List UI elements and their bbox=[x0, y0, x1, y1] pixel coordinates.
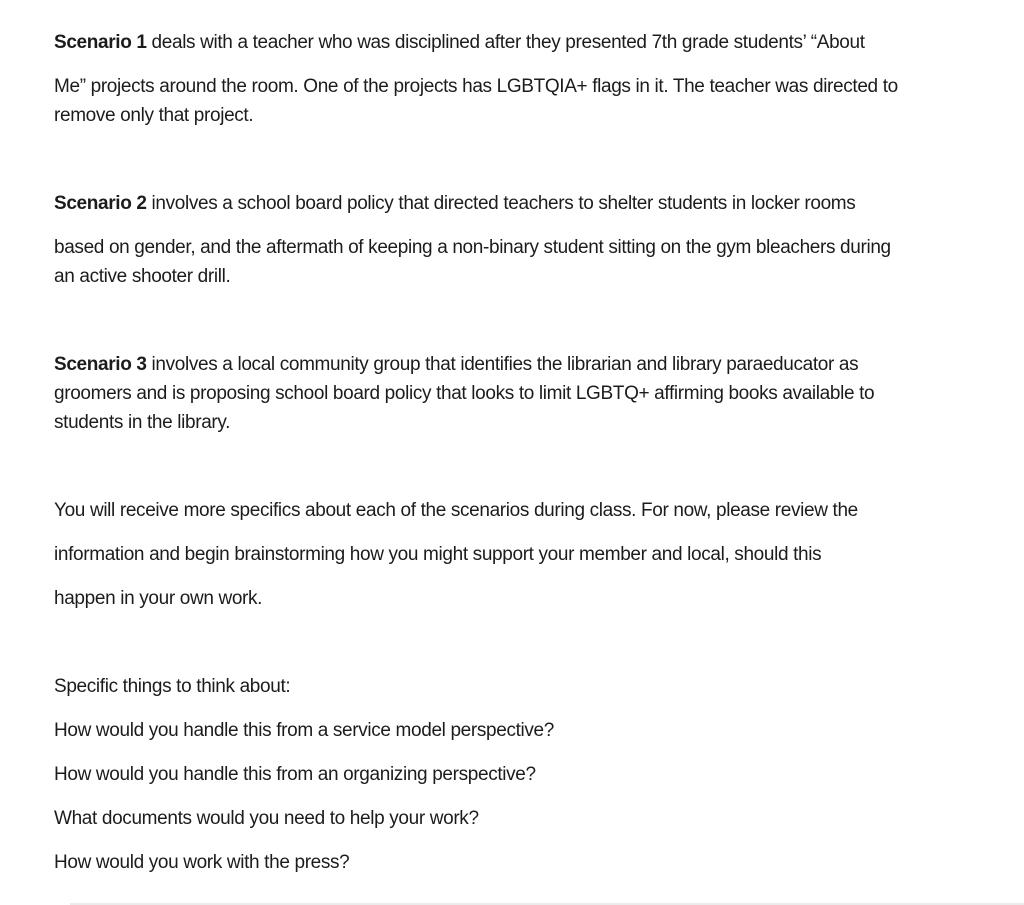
scenario-1-line-2-text: Me” projects around the room. One of the projects has LGBTQIA+ flags in it. The teacher was directed to bbox=[54, 76, 898, 97]
scenario-1-label: Scenario 1 bbox=[54, 32, 147, 53]
scenario-1-line-2 bbox=[54, 72, 994, 101]
scenario-3-line-1 bbox=[54, 350, 994, 379]
scenario-2-line-2 bbox=[54, 233, 994, 262]
question-4 bbox=[54, 848, 994, 877]
instructions-line-2-text: information and begin brainstorming how you might support your member and local, should this bbox=[54, 544, 822, 565]
section-heading-text: Specific things to think about: bbox=[54, 676, 291, 697]
scenario-3-label: Scenario 3 bbox=[54, 354, 147, 375]
scenario-3-line-2 bbox=[54, 379, 994, 408]
instructions-line-3 bbox=[54, 584, 994, 613]
question-1 bbox=[54, 716, 994, 745]
scenario-2-line-2-text: based on gender, and the aftermath of keeping a non-binary student sitting on the gym bleachers during bbox=[54, 237, 891, 258]
question-2 bbox=[54, 760, 994, 789]
scenario-3-line-3 bbox=[54, 408, 994, 437]
question-3-text: What documents would you need to help your work? bbox=[54, 808, 479, 829]
scenario-1-line-3-text: remove only that project. bbox=[54, 105, 254, 126]
question-3 bbox=[54, 804, 994, 833]
instructions-line-1 bbox=[54, 496, 994, 525]
instructions-line-1-text: You will receive more specifics about each of the scenarios during class. For now, please review the bbox=[54, 500, 858, 521]
section-heading bbox=[54, 672, 994, 701]
scenario-2-line-1-text: involves a school board policy that directed teachers to shelter students in locker rooms bbox=[146, 193, 856, 214]
scenario-3-line-2-text: groomers and is proposing school board policy that looks to limit LGBTQ+ affirming books available to bbox=[54, 383, 875, 404]
scenario-2-label: Scenario 2 bbox=[54, 193, 147, 214]
scenario-1-line-3 bbox=[54, 101, 994, 130]
question-1-text: How would you handle this from a service model perspective? bbox=[54, 720, 554, 741]
instructions-line-2 bbox=[54, 540, 994, 569]
scenario-1-line-1-text: deals with a teacher who was disciplined after they presented 7th grade students’ “About bbox=[146, 32, 865, 53]
scenario-3-line-1-text: involves a local community group that identifies the librarian and library paraeducator as bbox=[146, 354, 859, 375]
scenario-2-line-3 bbox=[54, 262, 994, 291]
question-2-text: How would you handle this from an organizing perspective? bbox=[54, 764, 536, 785]
question-4-text: How would you work with the press? bbox=[54, 852, 350, 873]
scenario-1-line-1 bbox=[54, 28, 994, 57]
scenario-2-line-3-text: an active shooter drill. bbox=[54, 266, 231, 287]
scenario-2-line-1 bbox=[54, 189, 994, 218]
scenario-3-line-3-text: students in the library. bbox=[54, 412, 231, 433]
instructions-line-3-text: happen in your own work. bbox=[54, 588, 263, 609]
